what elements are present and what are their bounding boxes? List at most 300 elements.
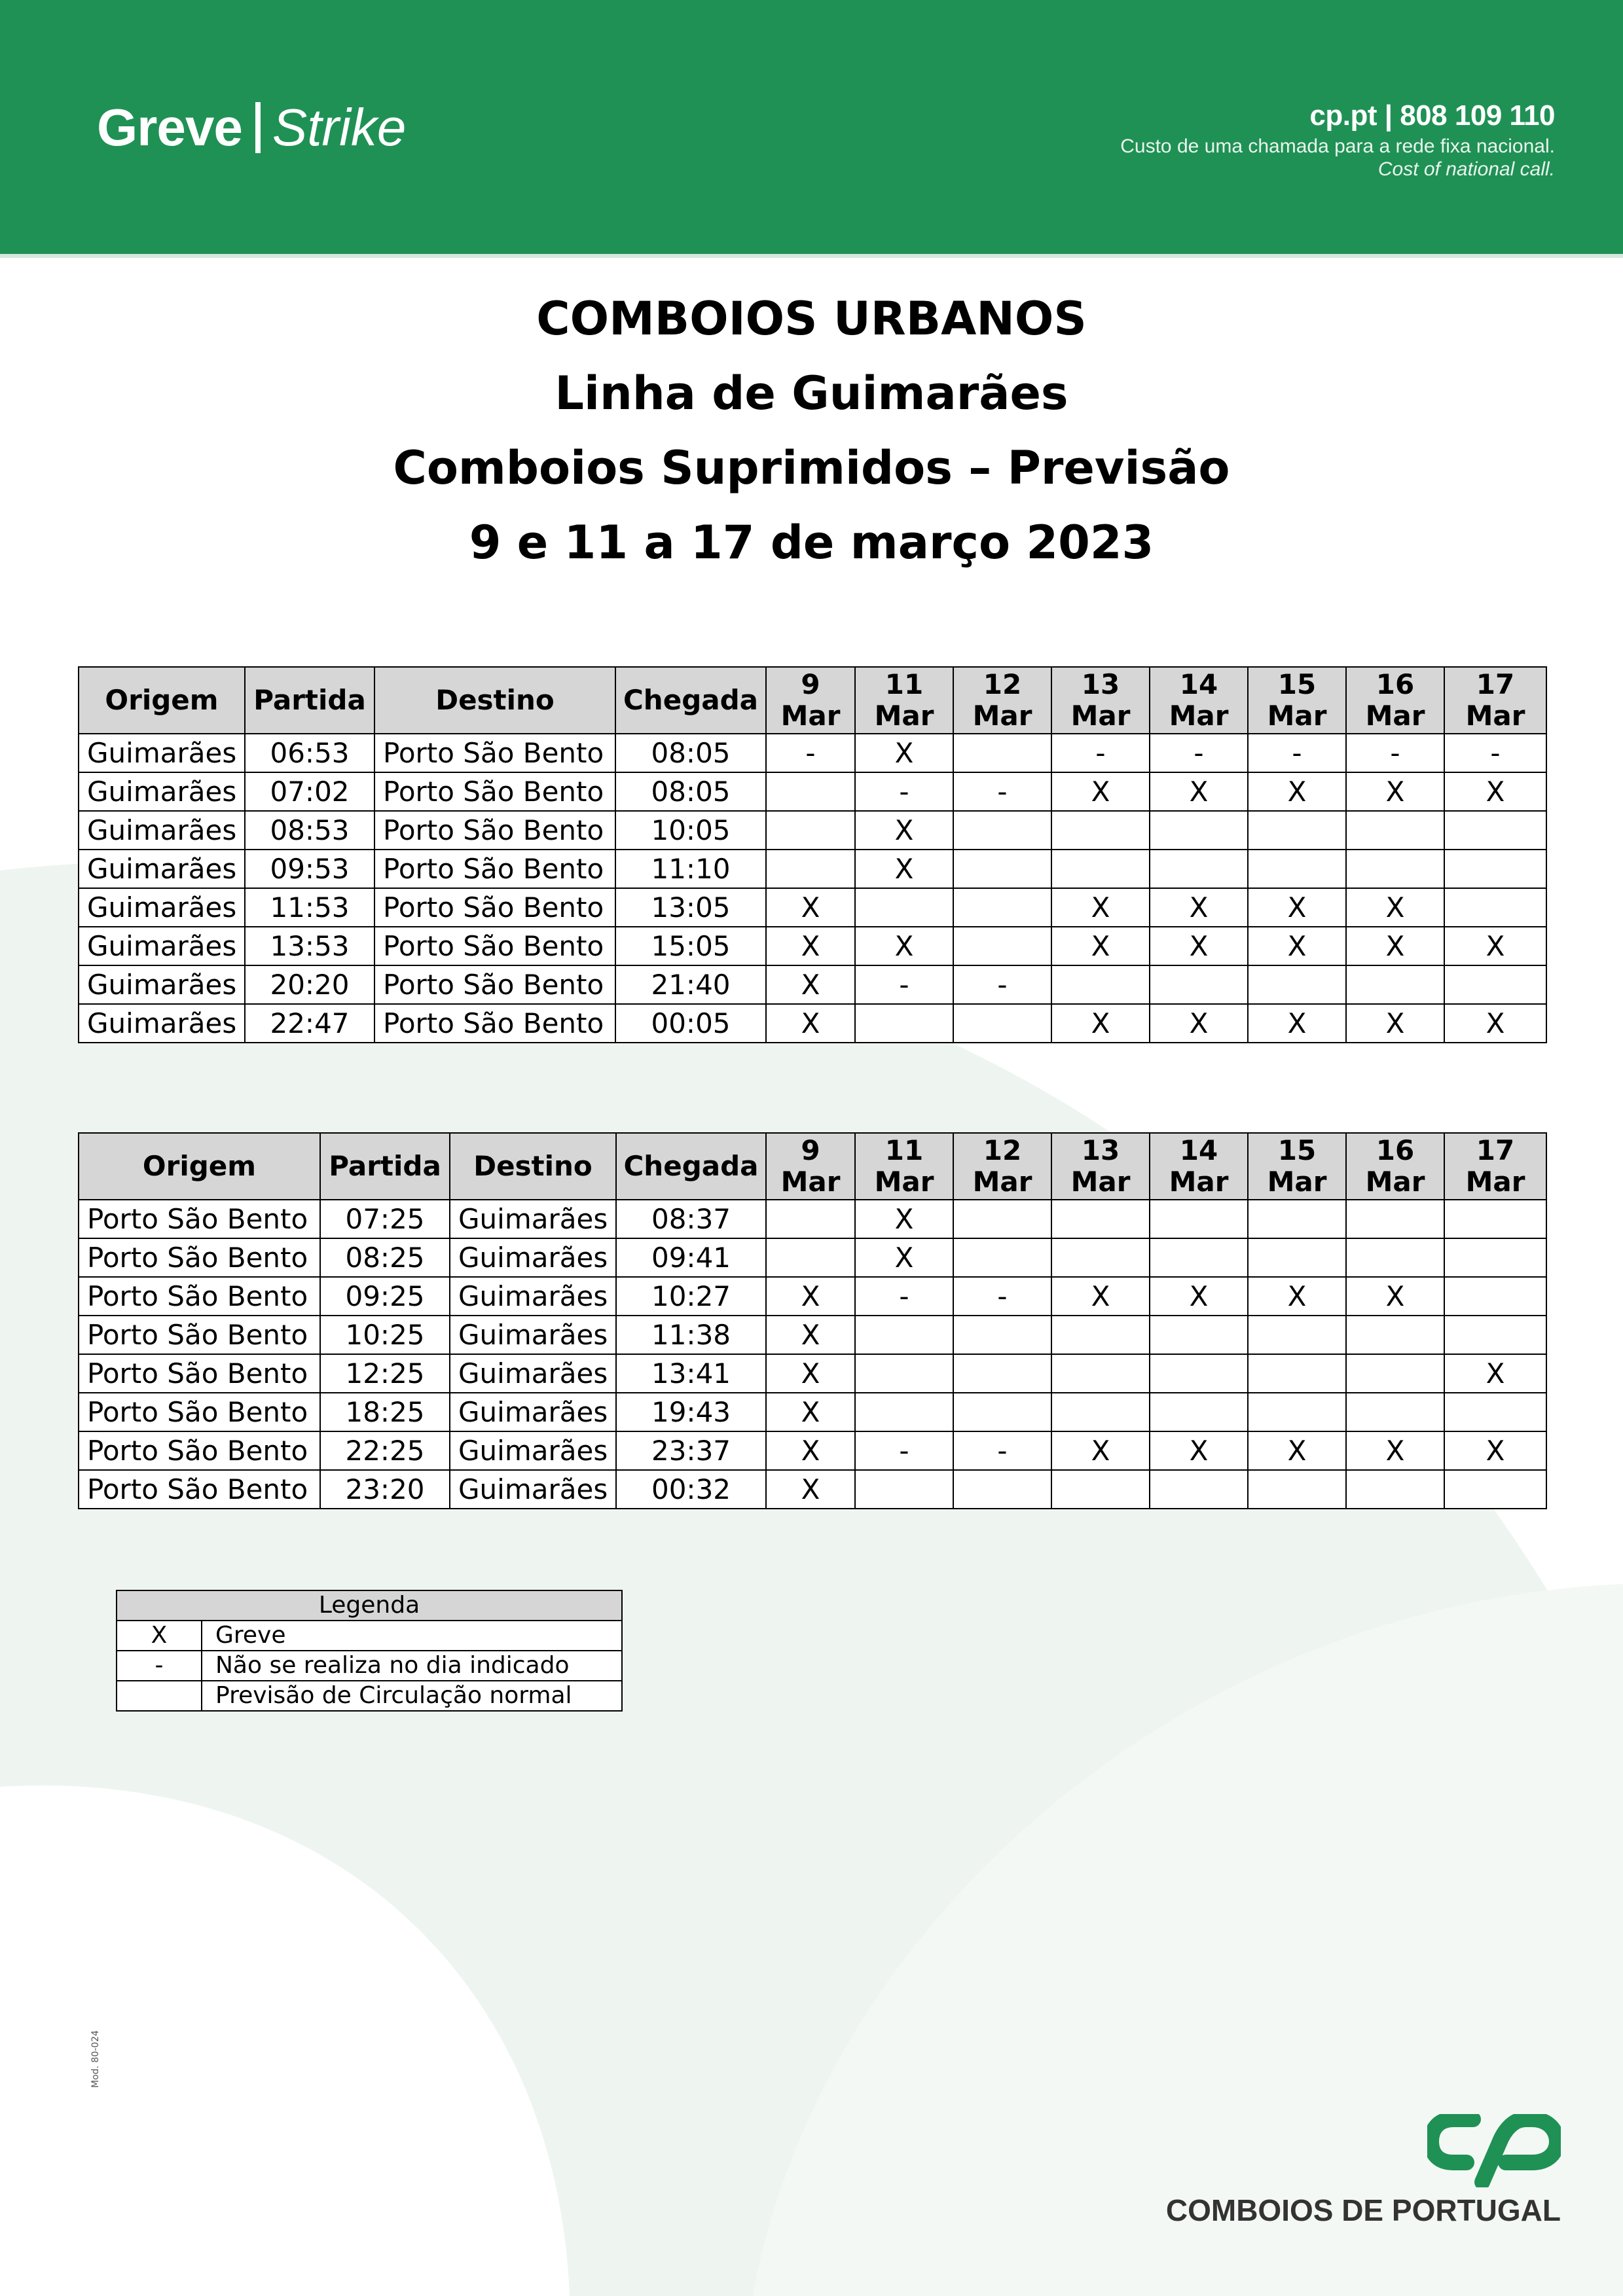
cell-chegada: 08:05	[615, 772, 766, 811]
cell-day-status	[1051, 1316, 1150, 1354]
day-number: 14	[1179, 1134, 1218, 1166]
cell-origem: Guimarães	[79, 734, 245, 772]
table-row	[79, 811, 1546, 850]
cell-destino: Porto São Bento	[374, 734, 615, 772]
day-month: Mar	[1267, 700, 1327, 732]
cell-day-status	[1444, 1393, 1546, 1431]
cell-origem: Porto São Bento	[79, 1316, 320, 1354]
cell-day-status: X	[766, 1431, 855, 1470]
cell-day-status	[1346, 1393, 1444, 1431]
cell-day-status: X	[855, 850, 953, 888]
cell-destino: Guimarães	[450, 1431, 616, 1470]
cell-day-status: X	[855, 927, 953, 965]
cell-destino: Porto São Bento	[374, 850, 615, 888]
cell-day-status: X	[1346, 1277, 1444, 1316]
cell-partida: 08:53	[245, 811, 374, 850]
cell-partida: 11:53	[245, 888, 374, 927]
cell-origem: Porto São Bento	[79, 1431, 320, 1470]
cell-origem: Guimarães	[79, 772, 245, 811]
day-month: Mar	[1465, 1166, 1525, 1198]
cell-day-status: X	[766, 965, 855, 1004]
cell-origem: Porto São Bento	[79, 1470, 320, 1509]
cell-day-status: X	[1150, 1004, 1248, 1043]
legend-symbol: X	[117, 1621, 202, 1651]
col-day	[1051, 1133, 1150, 1200]
cell-day-status	[1444, 965, 1546, 1004]
cell-origem: Guimarães	[79, 927, 245, 965]
cell-partida: 06:53	[245, 734, 374, 772]
cell-day-status: X	[1444, 927, 1546, 965]
table-row	[79, 734, 1546, 772]
day-month: Mar	[972, 700, 1032, 732]
cell-destino: Guimarães	[450, 1316, 616, 1354]
cell-day-status	[953, 1393, 1051, 1431]
cell-chegada: 08:05	[615, 734, 766, 772]
table-header-row	[79, 1133, 1546, 1200]
cell-chegada: 15:05	[615, 927, 766, 965]
cell-chegada: 11:38	[616, 1316, 766, 1354]
cell-day-status	[1150, 1316, 1248, 1354]
cell-day-status: X	[1346, 1431, 1444, 1470]
cell-day-status	[953, 927, 1051, 965]
cell-day-status: -	[953, 772, 1051, 811]
cell-day-status	[855, 1004, 953, 1043]
cell-day-status	[1248, 850, 1346, 888]
cell-day-status: X	[1150, 1431, 1248, 1470]
day-month: Mar	[1365, 700, 1425, 732]
cell-day-status	[1150, 811, 1248, 850]
cell-day-status: X	[766, 1277, 855, 1316]
cell-day-status	[953, 1470, 1051, 1509]
cell-day-status	[1248, 1393, 1346, 1431]
cell-day-status	[1150, 965, 1248, 1004]
day-month: Mar	[780, 1166, 841, 1198]
brand-divider	[255, 102, 261, 153]
cell-day-status	[1248, 965, 1346, 1004]
table-row	[79, 888, 1546, 927]
legend-description: Não se realiza no dia indicado	[202, 1651, 622, 1681]
cell-destino: Guimarães	[450, 1238, 616, 1277]
day-number: 11	[884, 668, 924, 700]
cell-day-status: X	[855, 1200, 953, 1238]
cell-partida: 22:25	[320, 1431, 450, 1470]
cell-day-status	[1444, 1238, 1546, 1277]
table-row	[79, 1200, 1546, 1238]
cell-origem: Guimarães	[79, 811, 245, 850]
cell-day-status	[855, 1354, 953, 1393]
cell-day-status	[1248, 811, 1346, 850]
cell-chegada: 19:43	[616, 1393, 766, 1431]
col-day	[855, 1133, 953, 1200]
brand-greve: Greve	[97, 98, 242, 156]
legend-symbol: -	[117, 1651, 202, 1681]
cell-day-status	[1444, 1316, 1546, 1354]
legend-row	[117, 1681, 622, 1711]
contact-cost-en: Cost of national call.	[1377, 158, 1555, 180]
cell-day-status	[1346, 1200, 1444, 1238]
col-day	[1051, 667, 1150, 734]
cell-day-status	[1346, 1470, 1444, 1509]
cell-chegada: 21:40	[615, 965, 766, 1004]
day-month: Mar	[1070, 700, 1131, 732]
day-number: 12	[983, 1134, 1022, 1166]
cell-day-status: -	[1248, 734, 1346, 772]
cell-day-status: X	[1444, 772, 1546, 811]
table-row	[79, 1238, 1546, 1277]
col-day	[1150, 1133, 1248, 1200]
cell-day-status: X	[766, 927, 855, 965]
col-partida: Partida	[245, 667, 374, 734]
cell-partida: 12:25	[320, 1354, 450, 1393]
cell-destino: Porto São Bento	[374, 811, 615, 850]
cell-chegada: 13:05	[615, 888, 766, 927]
contact-info	[1120, 97, 1555, 181]
table-row	[79, 1004, 1546, 1043]
cell-day-status: X	[1051, 772, 1150, 811]
cell-chegada: 00:05	[615, 1004, 766, 1043]
col-day	[766, 1133, 855, 1200]
cell-day-status: -	[953, 965, 1051, 1004]
header-divider	[0, 254, 1623, 258]
title-line-3: Comboios Suprimidos – Previsão	[393, 441, 1230, 495]
cell-day-status: X	[1346, 888, 1444, 927]
contact-cost-pt: Custo de uma chamada para a rede fixa nacional.	[1120, 135, 1555, 157]
page-title	[0, 281, 1623, 580]
cell-day-status: X	[1150, 927, 1248, 965]
day-number: 9	[801, 1134, 820, 1166]
cell-destino: Guimarães	[450, 1354, 616, 1393]
cell-day-status: -	[855, 965, 953, 1004]
col-day	[855, 667, 953, 734]
cell-day-status	[1346, 965, 1444, 1004]
cell-day-status: -	[1346, 734, 1444, 772]
cell-day-status: X	[1444, 1431, 1546, 1470]
cell-destino: Guimarães	[450, 1277, 616, 1316]
cell-day-status	[1444, 1277, 1546, 1316]
legend-table	[116, 1590, 623, 1712]
cell-day-status: X	[766, 1354, 855, 1393]
cell-day-status: X	[1051, 1431, 1150, 1470]
cell-day-status	[1051, 965, 1150, 1004]
col-day	[1248, 1133, 1346, 1200]
cell-chegada: 08:37	[616, 1200, 766, 1238]
cell-day-status: -	[766, 734, 855, 772]
cell-origem: Porto São Bento	[79, 1277, 320, 1316]
cell-destino: Guimarães	[450, 1200, 616, 1238]
day-number: 9	[801, 668, 820, 700]
cell-day-status: -	[953, 1431, 1051, 1470]
cell-day-status: X	[1248, 927, 1346, 965]
cell-day-status	[953, 888, 1051, 927]
title-line-1: COMBOIOS URBANOS	[536, 292, 1087, 346]
cell-day-status	[1150, 850, 1248, 888]
table-row	[79, 850, 1546, 888]
cell-day-status	[766, 850, 855, 888]
cp-logo-icon	[1427, 2114, 1561, 2187]
cell-partida: 13:53	[245, 927, 374, 965]
brand-logo	[97, 92, 406, 164]
cell-chegada: 13:41	[616, 1354, 766, 1393]
cell-day-status: X	[766, 1393, 855, 1431]
cell-day-status	[1051, 1200, 1150, 1238]
cell-day-status: X	[1150, 1277, 1248, 1316]
cell-partida: 23:20	[320, 1470, 450, 1509]
cell-day-status	[953, 1354, 1051, 1393]
day-number: 15	[1277, 668, 1317, 700]
cell-day-status	[1248, 1238, 1346, 1277]
cell-chegada: 10:05	[615, 811, 766, 850]
cell-day-status: -	[1150, 734, 1248, 772]
cell-partida: 07:02	[245, 772, 374, 811]
cell-day-status	[1051, 1354, 1150, 1393]
cell-destino: Guimarães	[450, 1470, 616, 1509]
cell-day-status	[766, 1238, 855, 1277]
table-row	[79, 1431, 1546, 1470]
cell-destino: Porto São Bento	[374, 772, 615, 811]
table-row	[79, 1277, 1546, 1316]
col-origem: Origem	[79, 1133, 320, 1200]
table-row	[79, 965, 1546, 1004]
cell-day-status: X	[766, 1316, 855, 1354]
cell-day-status: -	[953, 1277, 1051, 1316]
company-name: COMBOIOS DE PORTUGAL	[1165, 2193, 1561, 2227]
title-line-2: Linha de Guimarães	[555, 367, 1068, 420]
day-month: Mar	[1465, 700, 1525, 732]
cell-origem: Porto São Bento	[79, 1354, 320, 1393]
cell-day-status: X	[1444, 1354, 1546, 1393]
legend-row	[117, 1651, 622, 1681]
cell-day-status: X	[1051, 1004, 1150, 1043]
cell-day-status: X	[766, 888, 855, 927]
cell-day-status	[1346, 1316, 1444, 1354]
cell-partida: 08:25	[320, 1238, 450, 1277]
cell-day-status	[1051, 811, 1150, 850]
cell-day-status: X	[855, 734, 953, 772]
cell-day-status	[953, 1004, 1051, 1043]
cell-day-status	[1150, 1470, 1248, 1509]
cell-destino: Porto São Bento	[374, 888, 615, 927]
table-row	[79, 1316, 1546, 1354]
cell-partida: 18:25	[320, 1393, 450, 1431]
cell-day-status	[1150, 1238, 1248, 1277]
cell-day-status: -	[1051, 734, 1150, 772]
table-header-row	[79, 667, 1546, 734]
title-line-4: 9 e 11 a 17 de março 2023	[469, 516, 1154, 569]
cell-day-status	[766, 811, 855, 850]
cell-origem: Guimarães	[79, 965, 245, 1004]
cell-day-status	[1051, 1393, 1150, 1431]
cell-day-status	[1051, 850, 1150, 888]
cell-day-status	[1444, 811, 1546, 850]
cell-destino: Porto São Bento	[374, 1004, 615, 1043]
cell-day-status	[1346, 850, 1444, 888]
legend-symbol	[117, 1681, 202, 1711]
cell-day-status	[1248, 1354, 1346, 1393]
day-month: Mar	[874, 700, 934, 732]
cell-day-status	[1248, 1316, 1346, 1354]
header-banner	[0, 0, 1623, 254]
cell-day-status: -	[855, 1431, 953, 1470]
cell-origem: Guimarães	[79, 850, 245, 888]
legend-header-row	[117, 1590, 622, 1621]
col-day	[1346, 667, 1444, 734]
cell-day-status: X	[1051, 888, 1150, 927]
cell-day-status	[766, 1200, 855, 1238]
col-origem: Origem	[79, 667, 245, 734]
day-number: 11	[884, 1134, 924, 1166]
cell-day-status	[953, 811, 1051, 850]
cell-day-status: -	[855, 1277, 953, 1316]
schedule-table-porto-guimaraes	[78, 1132, 1547, 1509]
cell-day-status: X	[1248, 772, 1346, 811]
cell-day-status	[1051, 1238, 1150, 1277]
cell-partida: 09:25	[320, 1277, 450, 1316]
day-number: 16	[1376, 1134, 1415, 1166]
cell-origem: Guimarães	[79, 1004, 245, 1043]
contact-phone: cp.pt | 808 109 110	[1309, 99, 1555, 132]
cell-partida: 09:53	[245, 850, 374, 888]
col-day	[1248, 667, 1346, 734]
col-day	[1444, 667, 1546, 734]
day-number: 17	[1476, 668, 1515, 700]
form-code: Mod. 80-024	[90, 2030, 101, 2088]
cell-day-status	[1150, 1393, 1248, 1431]
cell-day-status: X	[766, 1004, 855, 1043]
table-row	[79, 1470, 1546, 1509]
col-destino: Destino	[374, 667, 615, 734]
legend-description: Previsão de Circulação normal	[202, 1681, 622, 1711]
cell-day-status: X	[1248, 1004, 1346, 1043]
cell-destino: Porto São Bento	[374, 927, 615, 965]
cell-day-status: X	[1051, 927, 1150, 965]
cell-day-status	[1444, 1470, 1546, 1509]
cell-day-status: X	[1346, 1004, 1444, 1043]
table-row	[79, 1354, 1546, 1393]
cell-day-status: X	[1150, 772, 1248, 811]
cell-day-status	[1248, 1470, 1346, 1509]
cell-day-status: X	[855, 1238, 953, 1277]
cell-day-status	[953, 1316, 1051, 1354]
cell-day-status	[766, 772, 855, 811]
cell-partida: 07:25	[320, 1200, 450, 1238]
cell-day-status	[1346, 1238, 1444, 1277]
cell-day-status: -	[855, 772, 953, 811]
cell-day-status: X	[1248, 1277, 1346, 1316]
day-month: Mar	[972, 1166, 1032, 1198]
col-day	[953, 1133, 1051, 1200]
col-day	[1150, 667, 1248, 734]
cell-origem: Porto São Bento	[79, 1200, 320, 1238]
col-day	[766, 667, 855, 734]
col-chegada: Chegada	[615, 667, 766, 734]
cell-day-status: X	[1248, 888, 1346, 927]
legend-description: Greve	[202, 1621, 622, 1651]
cell-chegada: 00:32	[616, 1470, 766, 1509]
col-day	[1444, 1133, 1546, 1200]
day-number: 13	[1081, 668, 1120, 700]
cell-day-status	[855, 888, 953, 927]
cell-day-status: X	[1150, 888, 1248, 927]
cell-day-status: X	[855, 811, 953, 850]
cell-day-status	[953, 1200, 1051, 1238]
cell-chegada: 09:41	[616, 1238, 766, 1277]
brand-strike: Strike	[272, 98, 407, 156]
cell-day-status	[855, 1470, 953, 1509]
cell-day-status	[953, 734, 1051, 772]
table-body	[79, 734, 1546, 1043]
cell-day-status	[1248, 1200, 1346, 1238]
cell-day-status: X	[766, 1470, 855, 1509]
cell-day-status: X	[1248, 1431, 1346, 1470]
col-partida: Partida	[320, 1133, 450, 1200]
cell-origem: Porto São Bento	[79, 1393, 320, 1431]
table-row	[79, 927, 1546, 965]
cell-day-status	[1051, 1470, 1150, 1509]
table-row	[79, 772, 1546, 811]
cell-day-status: X	[1051, 1277, 1150, 1316]
cell-chegada: 10:27	[616, 1277, 766, 1316]
col-chegada: Chegada	[616, 1133, 766, 1200]
cell-day-status: -	[1444, 734, 1546, 772]
cell-destino: Porto São Bento	[374, 965, 615, 1004]
day-month: Mar	[1169, 1166, 1229, 1198]
legend-row	[117, 1621, 622, 1651]
day-month: Mar	[1169, 700, 1229, 732]
cell-day-status: X	[1444, 1004, 1546, 1043]
cell-day-status	[953, 1238, 1051, 1277]
day-month: Mar	[1365, 1166, 1425, 1198]
day-number: 13	[1081, 1134, 1120, 1166]
cell-origem: Guimarães	[79, 888, 245, 927]
cell-partida: 22:47	[245, 1004, 374, 1043]
cell-destino: Guimarães	[450, 1393, 616, 1431]
day-number: 14	[1179, 668, 1218, 700]
cell-day-status	[1150, 1354, 1248, 1393]
cell-day-status	[1346, 811, 1444, 850]
cell-day-status	[855, 1316, 953, 1354]
legend-title: Legenda	[117, 1590, 622, 1621]
col-destino: Destino	[450, 1133, 616, 1200]
cell-day-status	[1346, 1354, 1444, 1393]
day-number: 15	[1277, 1134, 1317, 1166]
day-number: 17	[1476, 1134, 1515, 1166]
day-number: 12	[983, 668, 1022, 700]
day-number: 16	[1376, 668, 1415, 700]
cell-origem: Porto São Bento	[79, 1238, 320, 1277]
day-month: Mar	[874, 1166, 934, 1198]
col-day	[1346, 1133, 1444, 1200]
cell-day-status	[953, 850, 1051, 888]
cell-day-status	[855, 1393, 953, 1431]
col-day	[953, 667, 1051, 734]
cell-chegada: 11:10	[615, 850, 766, 888]
cell-day-status	[1150, 1200, 1248, 1238]
cell-day-status	[1444, 850, 1546, 888]
table-row	[79, 1393, 1546, 1431]
cell-day-status: X	[1346, 927, 1444, 965]
cell-day-status	[1444, 1200, 1546, 1238]
day-month: Mar	[780, 700, 841, 732]
day-month: Mar	[1267, 1166, 1327, 1198]
cell-partida: 10:25	[320, 1316, 450, 1354]
table-body	[79, 1200, 1546, 1509]
cell-day-status	[1444, 888, 1546, 927]
schedule-table-guimaraes-porto	[78, 666, 1547, 1043]
cell-day-status: X	[1346, 772, 1444, 811]
cell-partida: 20:20	[245, 965, 374, 1004]
day-month: Mar	[1070, 1166, 1131, 1198]
cell-chegada: 23:37	[616, 1431, 766, 1470]
